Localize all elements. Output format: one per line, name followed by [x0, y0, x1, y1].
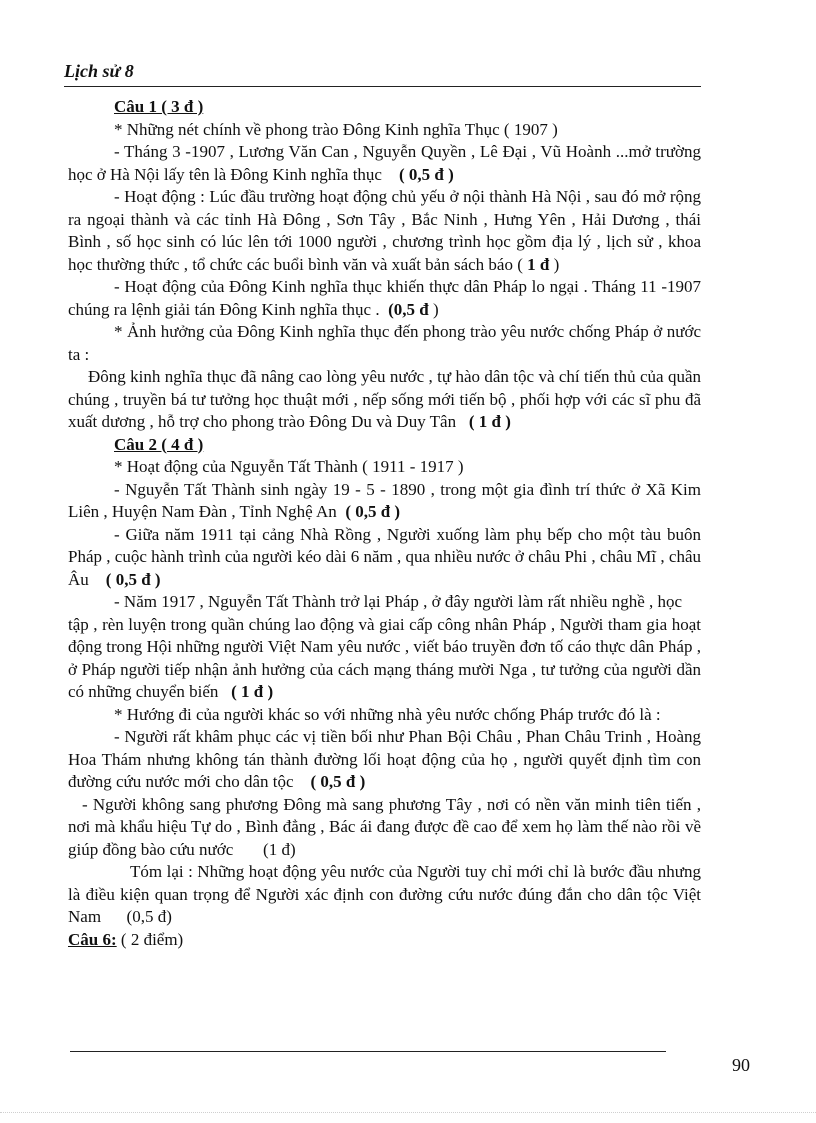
- q1-paragraph-6: Đông kinh nghĩa thục đã nâng cao lòng yêu nước , tự hào dân tộc và chí tiến thủ của quần chúng , truyền bá tư tưởng học thuật mới , nếp sống mới tiến bộ , phối hợp với các sĩ phu đã xuất dương , hỗ trợ cho phong trào Đông Du và Duy Tân ( 1 đ ): [68, 367, 701, 431]
- q2-p2-score: ( 0,5 đ ): [345, 502, 401, 521]
- q2-paragraph-7: - Người rất khâm phục các vị tiền bối như Phan Bội Châu , Phan Châu Trinh , Hoàng Hoa Thám nhưng không tán thành đường lối hoạt động của họ , người quyết định tìm con đường cứu nước mới cho dân tộc ( 0,5 đ ): [68, 727, 701, 791]
- q2-p3-score: ( 0,5 đ ): [105, 569, 161, 589]
- q2-p9-score: (0,5 đ): [126, 907, 172, 926]
- q2-paragraph-1: * Hoạt động của Nguyễn Tất Thành ( 1911 - 1917 ): [114, 457, 464, 476]
- question-1-heading: Câu 1 ( 3 đ ): [114, 97, 204, 116]
- q1-p4-score: (0,5 đ: [388, 299, 429, 319]
- page-number: 90: [732, 1055, 750, 1075]
- page-edge-dots: [0, 1112, 816, 1113]
- q1-p6-score: ( 1 đ ): [468, 412, 511, 431]
- q1-paragraph-4: - Hoạt động của Đông Kinh nghĩa thục khiến thực dân Pháp lo ngại . Tháng 11 -1907 chúng ra lệnh giải tán Đông Kinh nghĩa thục . (0,5 đ ): [68, 277, 701, 319]
- question-6-heading: Câu 6: ( 2 điểm): [68, 929, 184, 949]
- q2-p5-score: ( 1 đ ): [231, 682, 274, 701]
- question-2-heading: Câu 2 ( 4 đ ): [114, 434, 204, 454]
- q2-paragraph-4: - Năm 1917 , Nguyễn Tất Thành trở lại Pháp , ở đây người làm rất nhiều nghề , học: [114, 592, 683, 611]
- q2-p7-score: ( 0,5 đ ): [310, 772, 366, 791]
- header-rule: [64, 86, 701, 87]
- q2-paragraph-8: - Người không sang phương Đông mà sang phương Tây , nơi có nền văn minh tiên tiến , nơi mà khẩu hiệu Tự do , Bình đẳng , Bác ái đang được đề cao để xem họ làm thế nào rồi về giúp đồng bào cứu nước (1 đ): [68, 794, 701, 859]
- q1-paragraph-3: - Hoạt động : Lúc đầu trường hoạt động chủ yếu ở nội thành Hà Nội , sau đó mở rộng ra ngoại thành và các tỉnh Hà Đông , Sơn Tây , Bắc Ninh , Hưng Yên , Hải Dương , thái Bình , số học sinh có lúc lên tới 1000 người , chương trình học gồm địa lý , lịch sử , khoa học thường thức , tổ chức các buổi bình văn và xuất bản sách báo ( 1 đ ): [68, 187, 701, 274]
- q1-p3-score: 1 đ: [527, 254, 550, 274]
- document-body: [68, 96, 701, 951]
- q2-p8-score: (1 đ): [263, 839, 296, 859]
- q2-paragraph-2: - Nguyễn Tất Thành sinh ngày 19 - 5 - 1890 , trong một gia đình trí thức ở Xã Kim Liên , Huyện Nam Đàn , Tỉnh Nghệ An ( 0,5 đ ): [68, 479, 701, 521]
- question-6-points: ( 2 điểm): [120, 929, 184, 949]
- q1-paragraph-2: - Tháng 3 -1907 , Lương Văn Can , Nguyễn Quyền , Lê Đại , Vũ Hoành ...mở trường học ở Hà Nội lấy tên là Đông Kinh nghĩa thục ( 0,5 đ ): [68, 142, 701, 184]
- q1-paragraph-5: * Ảnh hưởng của Đông Kinh nghĩa thục đến phong trào yêu nước chống Pháp ở nước ta :: [68, 322, 701, 364]
- header-title: Lịch sử 8: [64, 61, 134, 81]
- q2-paragraph-6: * Hướng đi của người khác so với những nhà yêu nước chống Pháp trước đó là :: [114, 704, 661, 724]
- q2-paragraph-3: - Giữa năm 1911 tại cảng Nhà Rồng , Người xuống làm phụ bếp cho một tàu buôn Pháp , cuộc hành trình của người kéo dài 6 năm , qua nhiều nước ở châu Phi , châu Mĩ , châu Âu ( 0,5 đ ): [68, 524, 701, 589]
- q1-paragraph-1: * Những nét chính về phong trào Đông Kinh nghĩa Thục ( 1907 ): [114, 119, 558, 139]
- footer-rule: [70, 1051, 666, 1052]
- q1-p2-score: ( 0,5 đ ): [398, 164, 454, 184]
- q2-paragraph-5: tập , rèn luyện trong quần chúng lao động và giai cấp công nhân Pháp , Người tham gia hoạt động trong Hội những người Việt Nam yêu nước , viết báo truyền đơn tố cáo thực dân Pháp , ở Pháp người tiếp nhận ảnh hưởng của cách mạng tháng mười Nga , tư tưởng của người dần có những chuyển biến ( 1 đ ): [68, 614, 701, 701]
- q2-paragraph-9: Tóm lại : Những hoạt động yêu nước của Người tuy chỉ mới chỉ là bước đầu nhưng là điều kiện quan trọng để Người xác định con đường cứu nước đúng đắn cho dân tộc Việt Nam (0,5 đ): [68, 862, 701, 926]
